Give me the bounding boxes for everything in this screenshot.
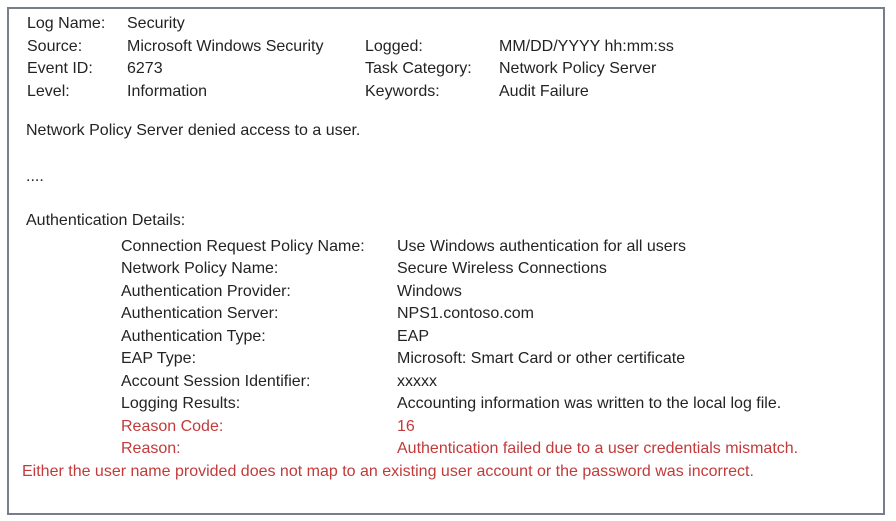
level-label: Level:: [27, 82, 70, 100]
detail-value: Microsoft: Smart Card or other certificate: [397, 350, 686, 367]
detail-row-eap-type: [9, 348, 883, 371]
detail-label: Account Session Identifier:: [121, 372, 311, 390]
detail-row-reason-code: [9, 416, 883, 439]
detail-label: Reason:: [121, 440, 181, 457]
detail-label: Authentication Server:: [121, 305, 279, 322]
detail-label: Authentication Provider:: [121, 282, 291, 300]
detail-label: EAP Type:: [121, 350, 197, 367]
keywords-label: Keywords:: [365, 82, 440, 100]
event-id-label: Event ID:: [27, 60, 93, 77]
detail-value: Accounting information was written to the local log file.: [397, 395, 782, 412]
detail-row-logging-results: [9, 393, 883, 416]
level-value: Information: [127, 82, 208, 100]
detail-row-connection-request-policy-name: [9, 236, 883, 259]
detail-value: Secure Wireless Connections: [397, 260, 607, 277]
detail-label: Logging Results:: [121, 395, 241, 412]
detail-label: Reason Code:: [121, 417, 224, 435]
detail-row-authentication-provider: [9, 281, 883, 304]
spacer: [365, 13, 499, 36]
detail-row-authentication-server: [9, 303, 883, 326]
detail-row-network-policy-name: [9, 258, 883, 281]
detail-value: Windows: [397, 282, 462, 300]
ellipsis-text: ....: [26, 167, 44, 185]
event-log-panel: [7, 7, 885, 515]
auth-details-heading: Authentication Details:: [26, 212, 186, 229]
detail-label: Connection Request Policy Name:: [121, 237, 365, 255]
spacer: [499, 13, 883, 36]
detail-value: Use Windows authentication for all users: [397, 237, 687, 255]
detail-row-account-session-identifier: [9, 371, 883, 394]
detail-value: EAP: [397, 327, 430, 345]
logged-value: MM/DD/YYYY hh:mm:ss: [499, 37, 674, 55]
keywords-value: Audit Failure: [499, 82, 589, 100]
source-value: Microsoft Windows Security: [127, 37, 324, 55]
event-id-value: 6273: [127, 60, 163, 77]
detail-label: Authentication Type:: [121, 327, 266, 345]
detail-value: xxxxx: [397, 372, 437, 390]
footer-note: Either the user name provided does not map to an existing user account or the password was incorrect.: [22, 462, 754, 480]
task-category-label: Task Category:: [365, 60, 472, 77]
task-category-value: Network Policy Server: [499, 60, 657, 77]
logged-label: Logged:: [365, 37, 423, 55]
detail-value: Authentication failed due to a user credentials mismatch.: [397, 440, 799, 457]
event-header: [9, 13, 883, 103]
detail-label: Network Policy Name:: [121, 260, 279, 277]
event-description: Network Policy Server denied access to a user.: [26, 122, 361, 139]
auth-details-list: [9, 236, 883, 461]
detail-value: 16: [397, 417, 415, 435]
log-name-value: Security: [127, 15, 185, 32]
detail-row-authentication-type: [9, 326, 883, 349]
log-name-label: Log Name:: [27, 15, 106, 32]
detail-row-reason: [9, 438, 883, 461]
source-label: Source:: [27, 37, 83, 55]
detail-value: NPS1.contoso.com: [397, 305, 534, 322]
